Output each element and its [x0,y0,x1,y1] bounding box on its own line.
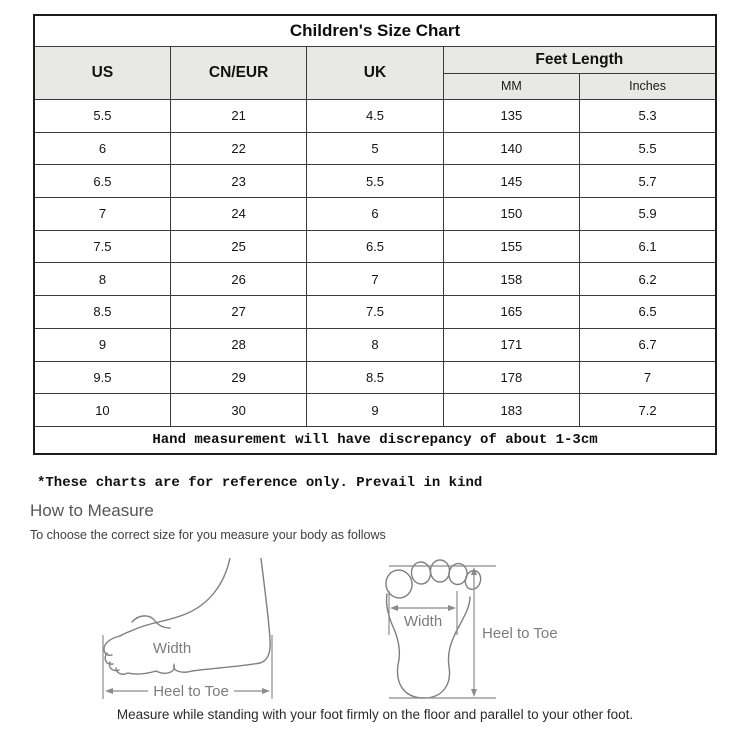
toe-outline [411,561,432,585]
size-cell: 5.5 [34,100,170,133]
column-header-cn-eur: CN/EUR [170,47,306,100]
hand-measurement-note: Hand measurement will have discrepancy of about 1-3cm [34,426,716,454]
column-header-mm: MM [443,73,579,100]
chart-title: Children's Size Chart [34,15,716,47]
size-cell: 6.5 [307,230,443,263]
foot-top-view-diagram [383,556,588,706]
width-label: Width [403,613,443,630]
footer-row [34,426,716,454]
size-cell: 5.3 [580,100,716,133]
table-row [34,100,716,133]
arrow-left-icon [390,605,398,611]
table-row [34,230,716,263]
size-cell: 26 [170,263,306,296]
size-cell: 7 [307,263,443,296]
arrow-left-icon [105,688,113,694]
size-cell: 22 [170,132,306,165]
foot-toes-line [104,636,156,674]
header-row-1 [34,47,716,74]
size-cell: 30 [170,394,306,427]
table-row [34,165,716,198]
foot-knuckle-line [132,616,170,628]
arrow-right-icon [448,605,456,611]
size-cell: 23 [170,165,306,198]
size-cell: 145 [443,165,579,198]
size-cell: 165 [443,296,579,329]
size-cell: 183 [443,394,579,427]
size-cell: 8 [307,328,443,361]
size-cell: 5.7 [580,165,716,198]
column-header-inches: Inches [580,73,716,100]
size-cell: 7 [34,198,170,231]
size-cell: 6.2 [580,263,716,296]
size-cell: 24 [170,198,306,231]
size-cell: 7.5 [307,296,443,329]
size-cell: 171 [443,328,579,361]
size-cell: 27 [170,296,306,329]
table-row [34,198,716,231]
size-cell: 6 [307,198,443,231]
size-cell: 158 [443,263,579,296]
size-cell: 7.2 [580,394,716,427]
size-cell: 6.5 [580,296,716,329]
size-cell: 10 [34,394,170,427]
size-cell: 155 [443,230,579,263]
measure-caption: Measure while standing with your foot firmly on the floor and parallel to your other foot. [116,707,634,722]
size-cell: 6 [34,132,170,165]
size-cell: 29 [170,361,306,394]
table-row [34,296,716,329]
size-rows [34,100,716,427]
size-cell: 9 [307,394,443,427]
table-row [34,263,716,296]
column-header-feet-length: Feet Length [443,47,716,74]
size-cell: 4.5 [307,100,443,133]
size-cell: 150 [443,198,579,231]
size-cell: 8 [34,263,170,296]
arrow-right-icon [262,688,270,694]
size-cell: 28 [170,328,306,361]
column-header-uk: UK [307,47,443,100]
size-cell: 6.1 [580,230,716,263]
heel-to-toe-label: Heel to Toe [482,625,558,642]
width-label: Width [152,640,192,657]
column-header-us: US [34,47,170,100]
size-cell: 178 [443,361,579,394]
title-row [34,15,716,47]
how-to-measure-heading: How to Measure [30,501,154,520]
size-chart-table [33,14,717,455]
size-cell: 25 [170,230,306,263]
how-to-measure-subheading: To choose the correct size for you measure your body as follows [30,528,386,542]
size-cell: 5 [307,132,443,165]
table-row [34,394,716,427]
arrow-down-icon [471,689,477,697]
table-row [34,361,716,394]
size-cell: 21 [170,100,306,133]
size-cell: 5.9 [580,198,716,231]
size-cell: 7 [580,361,716,394]
foot-sole-line [192,663,260,671]
size-cell: 5.5 [580,132,716,165]
size-cell: 6.5 [34,165,170,198]
heel-to-toe-label: Heel to Toe [153,683,229,700]
foot-arch-line [156,665,192,673]
size-cell: 6.7 [580,328,716,361]
table-row [34,132,716,165]
size-cell: 7.5 [34,230,170,263]
toe-outline [431,560,450,582]
size-cell: 9 [34,328,170,361]
size-cell: 135 [443,100,579,133]
big-toe-outline [383,568,414,601]
foot-side-view-diagram [98,558,278,703]
foot-heel-line [260,558,270,663]
size-cell: 9.5 [34,361,170,394]
foot-instep-line [120,558,230,636]
table-row [34,328,716,361]
size-cell: 140 [443,132,579,165]
size-cell: 5.5 [307,165,443,198]
size-cell: 8.5 [34,296,170,329]
size-cell: 8.5 [307,361,443,394]
reference-note: *These charts are for reference only. Prevail in kind [37,475,483,491]
